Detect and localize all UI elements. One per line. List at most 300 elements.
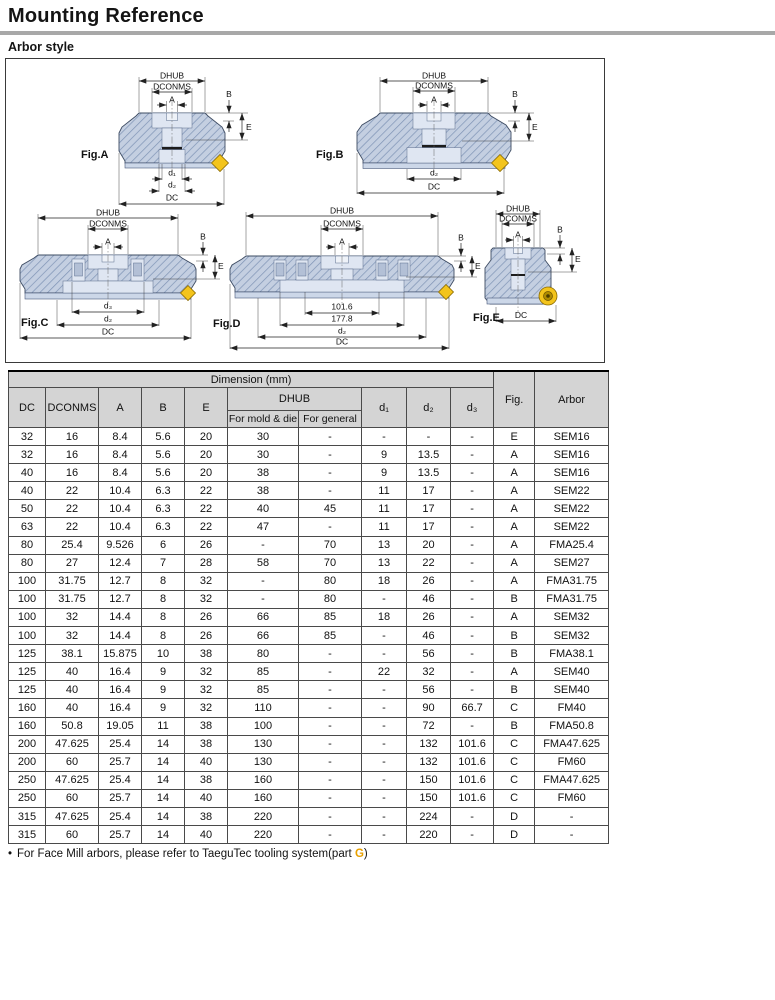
fig-b-label: Fig.B bbox=[316, 149, 344, 161]
fig-b-diagram bbox=[357, 71, 538, 195]
footnote-highlight-g: G bbox=[354, 848, 364, 860]
col-header-d2: d₂ bbox=[407, 388, 451, 428]
table-cell: - bbox=[228, 572, 299, 590]
table-cell: 30 bbox=[228, 446, 299, 464]
table-cell: 14 bbox=[142, 735, 185, 753]
table-cell: 17 bbox=[407, 518, 451, 536]
fig-a-dim-dc: DC bbox=[165, 192, 179, 203]
table-cell: 14 bbox=[142, 771, 185, 789]
table-row bbox=[9, 572, 609, 590]
fig-e-dim-a: A bbox=[515, 229, 521, 240]
table-cell: D bbox=[494, 807, 535, 825]
table-cell: 56 bbox=[407, 645, 451, 663]
table-cell: - bbox=[299, 645, 362, 663]
table-cell: 60 bbox=[46, 753, 99, 771]
table-cell: 20 bbox=[185, 464, 228, 482]
fig-e-dim-e: E bbox=[575, 254, 581, 264]
table-row bbox=[9, 807, 609, 825]
table-cell: 13 bbox=[362, 536, 407, 554]
table-cell: 132 bbox=[407, 753, 451, 771]
table-cell: 12.7 bbox=[99, 572, 142, 590]
table-row bbox=[9, 681, 609, 699]
fig-a-dim-d2: d₂ bbox=[167, 179, 177, 190]
table-cell: - bbox=[362, 826, 407, 844]
table-cell: 38 bbox=[185, 735, 228, 753]
table-cell: 9.526 bbox=[99, 536, 142, 554]
fig-c-dim-b: B bbox=[200, 231, 206, 242]
table-cell: 160 bbox=[228, 771, 299, 789]
table-cell: FMA47.625 bbox=[535, 735, 609, 753]
table-row bbox=[9, 735, 609, 753]
table-cell: - bbox=[299, 518, 362, 536]
table-cell: 85 bbox=[299, 627, 362, 645]
table-cell: SEM40 bbox=[535, 681, 609, 699]
table-cell: - bbox=[299, 482, 362, 500]
table-cell: 22 bbox=[407, 554, 451, 572]
table-cell: - bbox=[362, 807, 407, 825]
table-cell: 47 bbox=[228, 518, 299, 536]
table-cell: 27 bbox=[46, 554, 99, 572]
table-cell: - bbox=[451, 536, 494, 554]
fig-a-dim-d1: d₁ bbox=[168, 167, 176, 178]
table-cell: 32 bbox=[46, 627, 99, 645]
table-cell: A bbox=[494, 518, 535, 536]
table-cell: 22 bbox=[362, 663, 407, 681]
table-cell: SEM22 bbox=[535, 482, 609, 500]
fig-c-dim-d2: d₂ bbox=[103, 313, 113, 324]
table-cell: 40 bbox=[9, 482, 46, 500]
fig-b-dim-a: A bbox=[431, 94, 437, 105]
table-cell: - bbox=[451, 681, 494, 699]
table-cell: - bbox=[299, 807, 362, 825]
table-cell: - bbox=[407, 428, 451, 446]
table-cell: - bbox=[362, 735, 407, 753]
table-cell: A bbox=[494, 446, 535, 464]
table-row bbox=[9, 482, 609, 500]
table-cell: 5.6 bbox=[142, 446, 185, 464]
table-cell: 9 bbox=[142, 681, 185, 699]
table-cell: 11 bbox=[362, 500, 407, 518]
table-cell: - bbox=[451, 807, 494, 825]
fig-a-dim-dhub: DHUB bbox=[159, 70, 185, 81]
fig-c-dim-e: E bbox=[218, 261, 224, 271]
table-cell: 7 bbox=[142, 554, 185, 572]
table-cell: 130 bbox=[228, 735, 299, 753]
fig-e-dim-dc: DC bbox=[514, 310, 528, 320]
table-cell: - bbox=[362, 753, 407, 771]
table-cell: 12.7 bbox=[99, 590, 142, 608]
table-cell: C bbox=[494, 753, 535, 771]
table-cell: - bbox=[451, 608, 494, 626]
table-cell: 40 bbox=[9, 464, 46, 482]
col-header-general: For general bbox=[299, 411, 362, 428]
table-cell: 16.4 bbox=[99, 663, 142, 681]
fig-c-bolt-left bbox=[75, 263, 83, 276]
table-cell: 25.4 bbox=[46, 536, 99, 554]
table-cell: 26 bbox=[185, 536, 228, 554]
table-cell: 8.4 bbox=[99, 446, 142, 464]
fig-d-dim-1016: 101.6 bbox=[331, 301, 353, 312]
table-cell: 220 bbox=[228, 807, 299, 825]
table-cell: 16.4 bbox=[99, 681, 142, 699]
table-cell: 315 bbox=[9, 807, 46, 825]
table-cell: 315 bbox=[9, 826, 46, 844]
table-cell: - bbox=[451, 464, 494, 482]
table-cell: - bbox=[535, 807, 609, 825]
table-cell: 17 bbox=[407, 482, 451, 500]
table-cell: 11 bbox=[142, 717, 185, 735]
table-cell: 85 bbox=[228, 663, 299, 681]
fig-a-dim-e: E bbox=[246, 122, 252, 132]
table-cell: 9 bbox=[142, 699, 185, 717]
table-cell: 47.625 bbox=[46, 771, 99, 789]
fig-d-diagram bbox=[230, 206, 481, 350]
table-cell: 16 bbox=[46, 464, 99, 482]
fig-d-dim-1778: 177.8 bbox=[331, 313, 353, 324]
table-cell: 46 bbox=[407, 627, 451, 645]
table-cell: - bbox=[299, 717, 362, 735]
table-cell: SEM32 bbox=[535, 627, 609, 645]
table-cell: 250 bbox=[9, 789, 46, 807]
table-cell: 16.4 bbox=[99, 699, 142, 717]
footnote bbox=[8, 848, 368, 860]
fig-d-dim-dc: DC bbox=[335, 336, 349, 347]
table-cell: 125 bbox=[9, 681, 46, 699]
table-cell: - bbox=[299, 735, 362, 753]
table-cell: 101.6 bbox=[451, 753, 494, 771]
table-cell: - bbox=[299, 446, 362, 464]
table-cell: 47.625 bbox=[46, 807, 99, 825]
table-cell: 8.4 bbox=[99, 464, 142, 482]
table-cell: A bbox=[494, 554, 535, 572]
footnote-text: For Face Mill arbors, please refer to TaeguTec tooling system(part bbox=[17, 848, 355, 860]
table-row bbox=[9, 645, 609, 663]
table-cell: SEM40 bbox=[535, 663, 609, 681]
table-cell: 220 bbox=[407, 826, 451, 844]
table-cell: FM60 bbox=[535, 753, 609, 771]
table-cell: 6.3 bbox=[142, 482, 185, 500]
fig-b-dim-dhub: DHUB bbox=[421, 70, 447, 81]
table-cell: 26 bbox=[185, 627, 228, 645]
table-cell: 8 bbox=[142, 572, 185, 590]
fig-e-diagram bbox=[485, 204, 581, 323]
fig-b-dim-b: B bbox=[512, 89, 518, 99]
page-title: Mounting Reference bbox=[8, 5, 204, 27]
table-cell: 22 bbox=[46, 500, 99, 518]
table-cell: 38 bbox=[185, 807, 228, 825]
fig-c-diagram bbox=[20, 208, 224, 340]
table-cell: - bbox=[362, 717, 407, 735]
table-cell: 100 bbox=[9, 572, 46, 590]
table-row bbox=[9, 789, 609, 807]
table-cell: 63 bbox=[9, 518, 46, 536]
col-header-dhub: DHUB bbox=[228, 388, 362, 411]
table-cell: 9 bbox=[142, 663, 185, 681]
table-cell: 47.625 bbox=[46, 735, 99, 753]
table-cell: - bbox=[451, 645, 494, 663]
table-cell: 20 bbox=[407, 536, 451, 554]
table-cell: - bbox=[451, 518, 494, 536]
fig-a-dim-dconms: DCONMS bbox=[153, 81, 191, 92]
table-cell: B bbox=[494, 717, 535, 735]
table-cell: 15.875 bbox=[99, 645, 142, 663]
dimension-group-header: Dimension (mm) bbox=[9, 371, 494, 388]
fig-b-dim-e: E bbox=[532, 122, 538, 132]
table-cell: - bbox=[299, 428, 362, 446]
table-cell: 150 bbox=[407, 771, 451, 789]
col-header-dc: DC bbox=[9, 388, 46, 428]
table-cell: 8.4 bbox=[99, 428, 142, 446]
table-cell: - bbox=[299, 753, 362, 771]
table-cell: 132 bbox=[407, 735, 451, 753]
fig-a-dim-b: B bbox=[226, 89, 232, 99]
table-cell: 80 bbox=[299, 590, 362, 608]
table-row bbox=[9, 536, 609, 554]
fig-d-bolt-4 bbox=[400, 263, 408, 276]
table-cell: 110 bbox=[228, 699, 299, 717]
table-cell: 58 bbox=[228, 554, 299, 572]
fig-b-dim-dc: DC bbox=[427, 181, 441, 192]
table-cell: 6.3 bbox=[142, 500, 185, 518]
table-cell: C bbox=[494, 789, 535, 807]
table-cell: 85 bbox=[228, 681, 299, 699]
table-cell: 40 bbox=[185, 789, 228, 807]
table-cell: 9 bbox=[362, 464, 407, 482]
table-cell: 9 bbox=[362, 446, 407, 464]
table-cell: 10.4 bbox=[99, 518, 142, 536]
table-cell: SEM22 bbox=[535, 518, 609, 536]
table-cell: 90 bbox=[407, 699, 451, 717]
table-cell: - bbox=[299, 699, 362, 717]
table-row bbox=[9, 554, 609, 572]
table-row bbox=[9, 500, 609, 518]
table-cell: 38 bbox=[228, 482, 299, 500]
table-cell: - bbox=[451, 826, 494, 844]
table-cell: SEM22 bbox=[535, 500, 609, 518]
arbor-style-diagrams bbox=[5, 58, 605, 363]
table-cell: 18 bbox=[362, 572, 407, 590]
table-cell: 5.6 bbox=[142, 464, 185, 482]
table-cell: 22 bbox=[46, 482, 99, 500]
table-row bbox=[9, 590, 609, 608]
table-cell: 25.4 bbox=[99, 735, 142, 753]
section-subtitle: Arbor style bbox=[8, 40, 74, 54]
table-cell: 19.05 bbox=[99, 717, 142, 735]
table-cell: 80 bbox=[228, 645, 299, 663]
table-cell: 16 bbox=[46, 428, 99, 446]
table-cell: FMA47.625 bbox=[535, 771, 609, 789]
table-cell: 125 bbox=[9, 645, 46, 663]
table-cell: 60 bbox=[46, 826, 99, 844]
fig-c-dim-dc: DC bbox=[101, 326, 115, 337]
table-cell: SEM27 bbox=[535, 554, 609, 572]
table-cell: 11 bbox=[362, 518, 407, 536]
table-cell: - bbox=[451, 428, 494, 446]
table-cell: 10.4 bbox=[99, 482, 142, 500]
table-cell: 10.4 bbox=[99, 500, 142, 518]
table-cell: 70 bbox=[299, 536, 362, 554]
table-cell: B bbox=[494, 681, 535, 699]
table-cell: 220 bbox=[228, 826, 299, 844]
table-cell: 11 bbox=[362, 482, 407, 500]
table-cell: 38 bbox=[228, 464, 299, 482]
table-cell: - bbox=[299, 663, 362, 681]
footnote-bullet: • bbox=[8, 848, 13, 860]
table-cell: 26 bbox=[185, 608, 228, 626]
fig-e-dim-b: B bbox=[557, 224, 563, 235]
table-cell: 14.4 bbox=[99, 627, 142, 645]
table-cell: 26 bbox=[407, 572, 451, 590]
table-cell: - bbox=[362, 699, 407, 717]
table-cell: 20 bbox=[185, 446, 228, 464]
arbor-figures-svg bbox=[6, 59, 604, 362]
table-cell: 6.3 bbox=[142, 518, 185, 536]
table-cell: 6 bbox=[142, 536, 185, 554]
table-cell: C bbox=[494, 699, 535, 717]
table-cell: 66 bbox=[228, 627, 299, 645]
fig-c-bolt-right bbox=[134, 263, 142, 276]
table-cell: 26 bbox=[407, 608, 451, 626]
table-row bbox=[9, 446, 609, 464]
table-cell: 5.6 bbox=[142, 428, 185, 446]
fig-d-dim-dhub: DHUB bbox=[329, 205, 355, 216]
col-header-b: B bbox=[142, 388, 185, 428]
table-cell: 22 bbox=[46, 518, 99, 536]
table-cell: 31.75 bbox=[46, 590, 99, 608]
table-cell: 18 bbox=[362, 608, 407, 626]
table-cell: - bbox=[451, 572, 494, 590]
table-cell: 13.5 bbox=[407, 464, 451, 482]
dimension-table-body bbox=[9, 428, 609, 844]
table-cell: A bbox=[494, 482, 535, 500]
table-cell: C bbox=[494, 735, 535, 753]
table-cell: 25.4 bbox=[99, 807, 142, 825]
table-cell: D bbox=[494, 826, 535, 844]
fig-c-label: Fig.C bbox=[21, 317, 49, 329]
table-cell: 30 bbox=[228, 428, 299, 446]
table-cell: 80 bbox=[9, 536, 46, 554]
col-header-e: E bbox=[185, 388, 228, 428]
table-cell: 101.6 bbox=[451, 789, 494, 807]
table-cell: 20 bbox=[185, 428, 228, 446]
table-cell: 56 bbox=[407, 681, 451, 699]
table-cell: 32 bbox=[9, 428, 46, 446]
col-header-d3: d₃ bbox=[451, 388, 494, 428]
col-header-d1: d₁ bbox=[362, 388, 407, 428]
table-cell: 14.4 bbox=[99, 608, 142, 626]
fig-d-dim-dconms: DCONMS bbox=[323, 218, 361, 229]
table-cell: 200 bbox=[9, 753, 46, 771]
table-cell: 8 bbox=[142, 590, 185, 608]
dimension-table bbox=[8, 370, 609, 844]
fig-e-dim-dhub: DHUB bbox=[505, 203, 531, 214]
fig-d-label: Fig.D bbox=[213, 318, 241, 330]
fig-c-dim-d3: d₃ bbox=[103, 300, 113, 311]
fig-d-bolt-1 bbox=[276, 263, 284, 276]
fig-c-dim-a: A bbox=[105, 236, 111, 247]
table-cell: 100 bbox=[9, 590, 46, 608]
table-cell: 66.7 bbox=[451, 699, 494, 717]
table-cell: - bbox=[535, 826, 609, 844]
table-row bbox=[9, 717, 609, 735]
table-cell: 40 bbox=[185, 826, 228, 844]
table-cell: - bbox=[299, 826, 362, 844]
fig-a-dim-a: A bbox=[169, 94, 175, 105]
table-cell: FM60 bbox=[535, 789, 609, 807]
fig-e-dim-dconms: DCONMS bbox=[499, 213, 537, 224]
table-cell: B bbox=[494, 627, 535, 645]
table-cell: 160 bbox=[9, 699, 46, 717]
table-cell: SEM16 bbox=[535, 428, 609, 446]
table-cell: 46 bbox=[407, 590, 451, 608]
col-header-fig: Fig. bbox=[494, 371, 535, 428]
table-cell: 38 bbox=[185, 645, 228, 663]
table-cell: FMA25.4 bbox=[535, 536, 609, 554]
table-cell: 101.6 bbox=[451, 735, 494, 753]
fig-d-bolt-2 bbox=[298, 263, 306, 276]
table-cell: 70 bbox=[299, 554, 362, 572]
table-cell: 38.1 bbox=[46, 645, 99, 663]
table-cell: 160 bbox=[228, 789, 299, 807]
table-cell: FMA31.75 bbox=[535, 572, 609, 590]
table-cell: E bbox=[494, 428, 535, 446]
table-cell: - bbox=[362, 681, 407, 699]
fig-e-label: Fig.E bbox=[473, 312, 500, 324]
table-cell: 40 bbox=[185, 753, 228, 771]
table-cell: - bbox=[451, 590, 494, 608]
table-cell: 22 bbox=[185, 482, 228, 500]
fig-c-dim-dconms: DCONMS bbox=[89, 218, 127, 229]
table-cell: - bbox=[451, 663, 494, 681]
table-cell: SEM16 bbox=[535, 446, 609, 464]
table-cell: - bbox=[228, 536, 299, 554]
table-cell: 22 bbox=[185, 500, 228, 518]
table-cell: - bbox=[451, 446, 494, 464]
table-cell: 13 bbox=[362, 554, 407, 572]
table-cell: - bbox=[362, 789, 407, 807]
table-row bbox=[9, 663, 609, 681]
col-header-arbor: Arbor bbox=[535, 371, 609, 428]
table-cell: - bbox=[299, 771, 362, 789]
table-cell: 32 bbox=[407, 663, 451, 681]
table-cell: 32 bbox=[185, 699, 228, 717]
table-cell: 80 bbox=[299, 572, 362, 590]
table-cell: 38 bbox=[185, 771, 228, 789]
table-cell: - bbox=[451, 482, 494, 500]
table-cell: A bbox=[494, 536, 535, 554]
table-row bbox=[9, 518, 609, 536]
table-cell: - bbox=[451, 554, 494, 572]
table-cell: 32 bbox=[46, 608, 99, 626]
fig-b-dim-d2: d₂ bbox=[429, 167, 439, 178]
table-cell: 100 bbox=[9, 608, 46, 626]
table-cell: 8 bbox=[142, 608, 185, 626]
table-cell: 160 bbox=[9, 717, 46, 735]
table-cell: 100 bbox=[9, 627, 46, 645]
fig-d-dim-a: A bbox=[339, 236, 345, 247]
table-row bbox=[9, 699, 609, 717]
table-cell: 10 bbox=[142, 645, 185, 663]
fig-d-dim-b: B bbox=[458, 232, 464, 243]
table-cell: - bbox=[362, 771, 407, 789]
table-cell: FM40 bbox=[535, 699, 609, 717]
fig-b-dim-dconms: DCONMS bbox=[415, 80, 453, 91]
table-row bbox=[9, 608, 609, 626]
table-cell: 16 bbox=[46, 446, 99, 464]
table-cell: 200 bbox=[9, 735, 46, 753]
table-cell: - bbox=[228, 590, 299, 608]
table-cell: 125 bbox=[9, 663, 46, 681]
